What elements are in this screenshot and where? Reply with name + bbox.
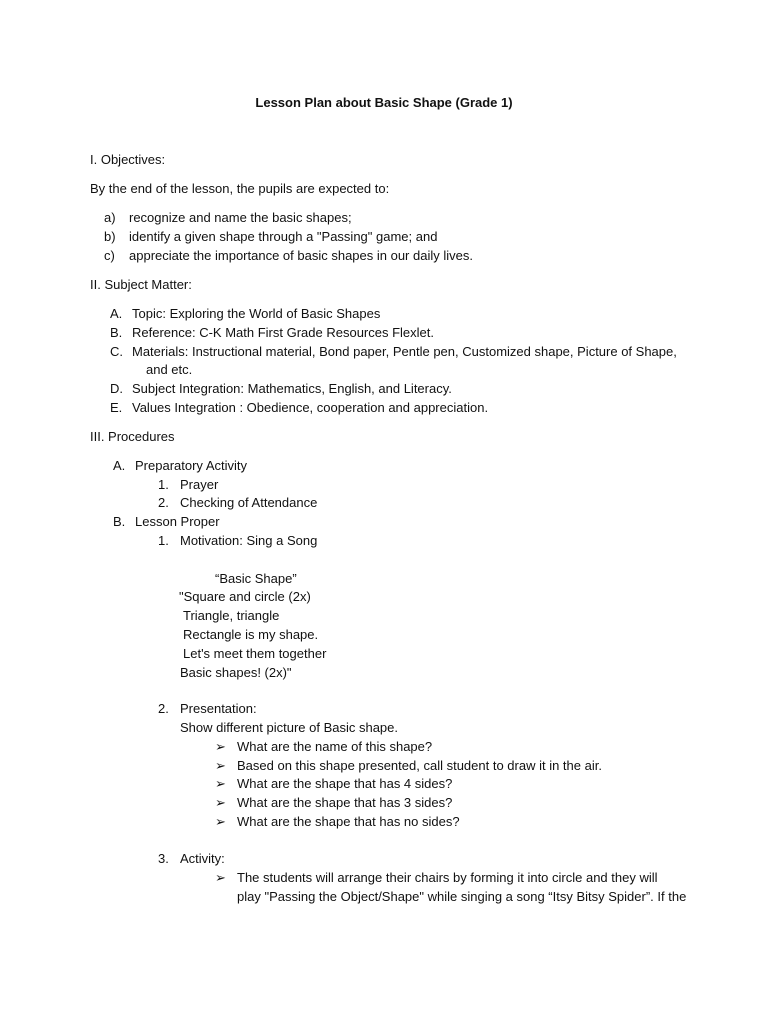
- objective-marker: c): [104, 248, 115, 263]
- bullet-text: The students will arrange their chairs by forming it into circle and they will: [237, 870, 658, 885]
- objective-text: recognize and name the basic shapes;: [129, 210, 352, 225]
- bullet-arrow-icon: ➢: [215, 758, 226, 773]
- step-text: Motivation: Sing a Song: [180, 533, 318, 548]
- subject-marker: E.: [110, 400, 123, 415]
- objective-text: appreciate the importance of basic shapes in our daily lives.: [129, 248, 473, 263]
- objectives-heading: I. Objectives:: [90, 152, 166, 167]
- subject-text: Subject Integration: Mathematics, English, and Literacy.: [132, 381, 452, 396]
- subject-matter-heading: II. Subject Matter:: [90, 277, 192, 292]
- procedure-marker: B.: [113, 514, 126, 529]
- presentation-intro: Show different picture of Basic shape.: [180, 720, 398, 735]
- song-line: Rectangle is my shape.: [183, 627, 319, 642]
- subject-marker: D.: [110, 381, 123, 396]
- step-text: Prayer: [180, 477, 219, 492]
- objective-text: identify a given shape through a "Passing" game; and: [129, 229, 438, 244]
- song-title: “Basic Shape”: [215, 571, 297, 586]
- bullet-arrow-icon: ➢: [215, 739, 226, 754]
- procedure-text: Lesson Proper: [135, 514, 220, 529]
- objective-marker: a): [104, 210, 116, 225]
- bullet-text: Based on this shape presented, call student to draw it in the air.: [237, 758, 602, 773]
- song-line: "Square and circle (2x): [179, 589, 311, 604]
- procedures-heading: III. Procedures: [90, 429, 175, 444]
- bullet-text-continued: play "Passing the Object/Shape" while singing a song “Itsy Bitsy Spider”. If the: [237, 889, 687, 904]
- subject-text: Materials: Instructional material, Bond paper, Pentle pen, Customized shape, Picture of Shape,: [132, 344, 677, 359]
- song-line: Let's meet them together: [183, 646, 327, 661]
- objectives-intro: By the end of the lesson, the pupils are expected to:: [90, 181, 390, 196]
- subject-text: Topic: Exploring the World of Basic Shapes: [132, 306, 381, 321]
- page-title: Lesson Plan about Basic Shape (Grade 1): [255, 95, 513, 110]
- objective-marker: b): [104, 229, 116, 244]
- step-text: Presentation:: [180, 701, 257, 716]
- bullet-arrow-icon: ➢: [215, 795, 226, 810]
- bullet-text: What are the shape that has no sides?: [237, 814, 460, 829]
- procedure-marker: A.: [113, 458, 126, 473]
- bullet-arrow-icon: ➢: [215, 870, 226, 885]
- subject-marker: A.: [110, 306, 123, 321]
- step-text: Checking of Attendance: [180, 495, 318, 510]
- subject-marker: B.: [110, 325, 123, 340]
- bullet-arrow-icon: ➢: [215, 814, 226, 829]
- subject-text: Values Integration : Obedience, cooperation and appreciation.: [132, 400, 489, 415]
- step-text: Activity:: [180, 851, 225, 866]
- step-marker: 2.: [158, 701, 169, 716]
- bullet-text: What are the shape that has 3 sides?: [237, 795, 453, 810]
- song-line: Basic shapes! (2x)": [180, 665, 292, 680]
- step-marker: 2.: [158, 495, 169, 510]
- procedure-text: Preparatory Activity: [135, 458, 247, 473]
- bullet-text: What are the name of this shape?: [237, 739, 433, 754]
- step-marker: 1.: [158, 533, 169, 548]
- song-line: Triangle, triangle: [183, 608, 280, 623]
- step-marker: 3.: [158, 851, 169, 866]
- subject-marker: C.: [110, 344, 123, 359]
- step-marker: 1.: [158, 477, 169, 492]
- bullet-text: What are the shape that has 4 sides?: [237, 776, 453, 791]
- bullet-arrow-icon: ➢: [215, 776, 226, 791]
- subject-text-continued: and etc.: [146, 362, 193, 377]
- subject-text: Reference: C-K Math First Grade Resources Flexlet.: [132, 325, 434, 340]
